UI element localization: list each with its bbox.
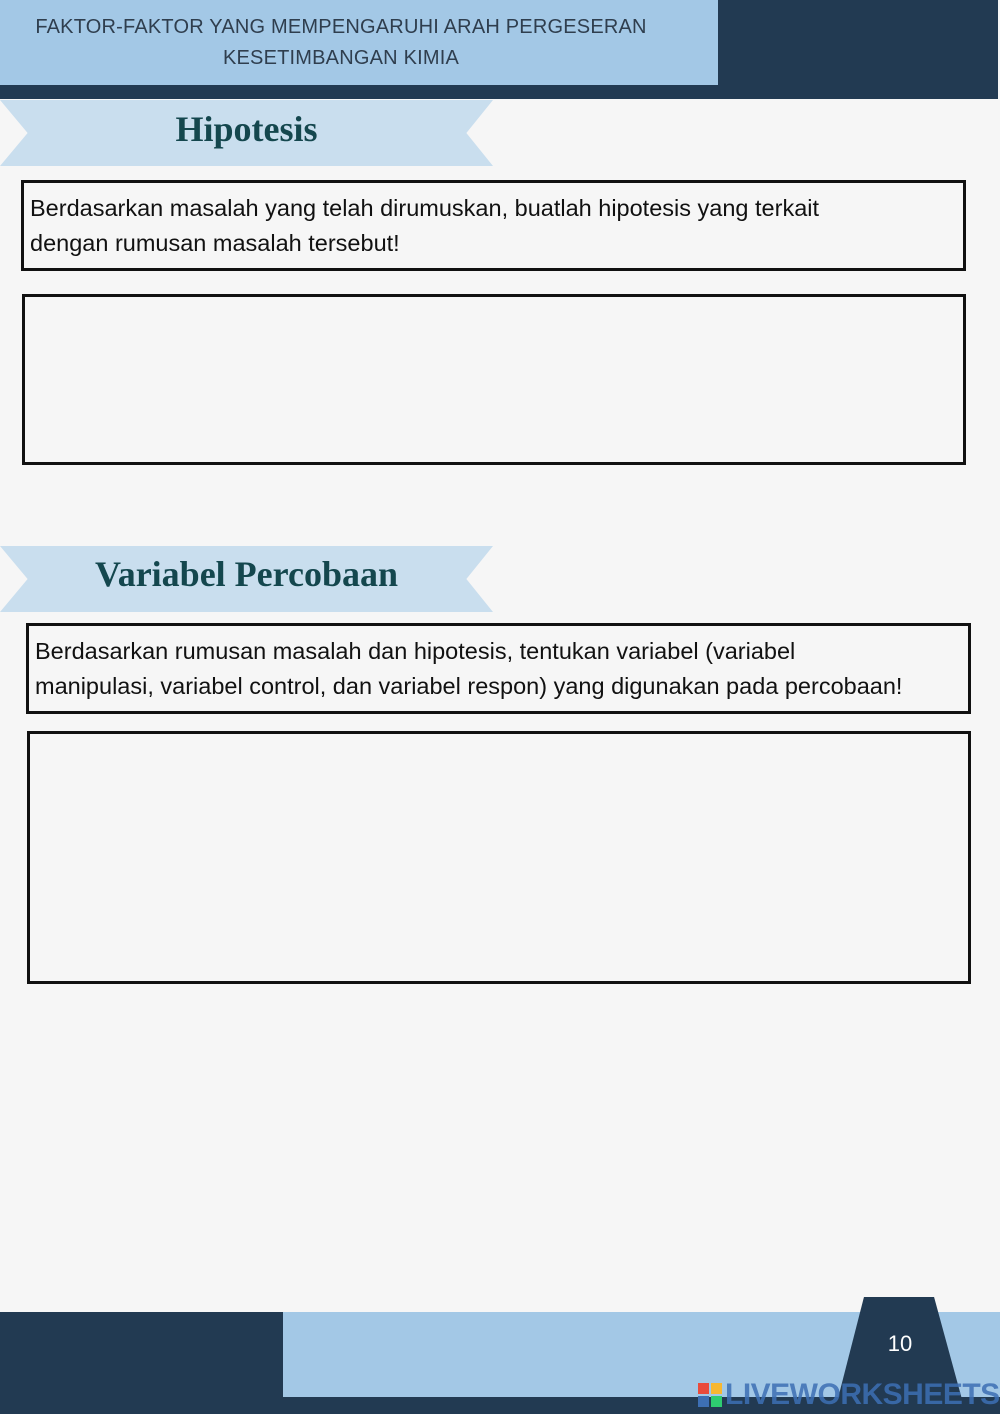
document-title-line-1: FAKTOR-FAKTOR YANG MEMPENGARUHI ARAH PERGESERAN [35,16,647,38]
liveworksheets-wordmark: LIVEWORKSHEETS [725,1378,1000,1411]
hipotesis-prompt-box [21,180,966,271]
document-title [0,12,682,74]
liveworksheets-logo-icon [698,1383,722,1407]
hipotesis-prompt-line-2: dengan rumusan masalah tersebut! [30,230,400,256]
hipotesis-answer-field[interactable] [22,294,966,465]
variabel-heading: Variabel Percobaan [95,554,398,594]
hipotesis-prompt-line-1: Berdasarkan masalah yang telah dirumuskan, buatlah hipotesis yang terkait [30,195,820,221]
variabel-prompt-line-1: Berdasarkan rumusan masalah dan hipotesis, tentukan variabel (variabel [35,638,796,664]
liveworksheets-watermark [698,1378,1000,1412]
document-title-line-2: KESETIMBANGAN KIMIA [222,47,460,69]
variabel-answer-field[interactable] [27,731,971,984]
hipotesis-heading: Hipotesis [175,109,318,149]
header-title-panel [0,0,718,85]
page-number: 10 [887,1331,913,1356]
variabel-prompt-line-2: manipulasi, variabel control, dan variabel respon) yang digunakan pada percobaan! [35,673,903,699]
variabel-prompt-box [26,623,971,714]
